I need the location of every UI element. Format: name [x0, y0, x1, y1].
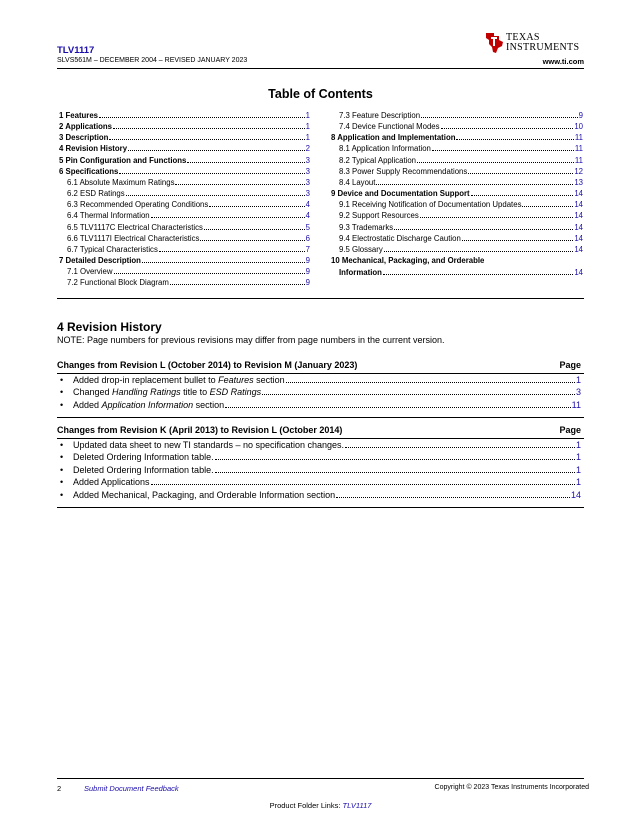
- toc-item-page[interactable]: 1: [305, 122, 310, 132]
- logo-line2: INSTRUMENTS: [506, 42, 580, 53]
- toc-title: Table of Contents: [268, 87, 373, 101]
- change-text: title to: [180, 387, 210, 398]
- change-text: Deleted Ordering Information table.: [73, 464, 214, 475]
- toc-leader: [441, 121, 574, 129]
- change-item: [57, 465, 581, 477]
- toc-item-label: 2 Applications: [59, 122, 112, 132]
- change-item: [57, 400, 581, 412]
- toc-item-page[interactable]: 14: [574, 200, 583, 210]
- toc-leader: [462, 233, 574, 241]
- toc-leader: [187, 155, 304, 163]
- bullet: •: [60, 489, 64, 500]
- toc-item[interactable]: [339, 110, 583, 121]
- change-leader: [215, 465, 575, 473]
- change-item-text: [73, 465, 214, 475]
- toc-item[interactable]: [339, 210, 583, 221]
- changes-group2-title: Changes from Revision K (April 2013) to Revision L (October 2014): [57, 425, 343, 435]
- footer-copyright: Copyright © 2023 Texas Instruments Incorporated: [434, 784, 589, 791]
- toc-item[interactable]: [59, 255, 310, 266]
- toc-item-page[interactable]: 14: [574, 233, 583, 243]
- toc-item-page[interactable]: 3: [305, 189, 310, 199]
- toc-item-label: 7.1 Overview: [67, 267, 113, 277]
- toc-item[interactable]: [339, 143, 583, 154]
- changes-group2-rule: [57, 438, 584, 439]
- toc-item-label: 9.2 Support Resources: [339, 211, 419, 221]
- change-leader: [336, 490, 570, 498]
- toc-item-page[interactable]: 1: [305, 111, 310, 120]
- toc-item-page[interactable]: 4: [305, 200, 310, 210]
- header-rule: [57, 68, 584, 69]
- change-text: Changed: [73, 387, 113, 398]
- change-item: [57, 375, 581, 387]
- toc-rule: [57, 298, 584, 299]
- change-leader: [262, 387, 575, 395]
- toc-item[interactable]: [339, 155, 583, 166]
- changes-group1-title: Changes from Revision L (October 2014) to Revision M (January 2023): [57, 360, 358, 370]
- toc-item-page[interactable]: 5: [305, 222, 310, 232]
- toc-leader: [522, 199, 573, 207]
- toc-leader: [151, 210, 305, 218]
- toc-item[interactable]: [339, 199, 583, 210]
- toc-leader: [142, 255, 305, 263]
- toc-item[interactable]: [67, 244, 310, 255]
- toc-item-page[interactable]: 3: [305, 177, 310, 187]
- toc-item[interactable]: [67, 222, 310, 233]
- change-text: section: [193, 399, 225, 410]
- toc-item[interactable]: [331, 188, 583, 199]
- toc-item[interactable]: [59, 143, 310, 154]
- toc-item-label: 10 Mechanical, Packaging, and Orderable: [331, 256, 485, 265]
- toc-item-page[interactable]: 9: [305, 278, 310, 288]
- footer-rule: [57, 778, 584, 779]
- change-item-page[interactable]: 1: [575, 477, 581, 488]
- toc-leader: [376, 177, 573, 185]
- change-leader: [215, 452, 575, 460]
- toc-item[interactable]: [339, 177, 583, 188]
- toc-item-label: 8.4 Layout: [339, 177, 376, 187]
- toc-item-label: 9.4 Electrostatic Discharge Caution: [339, 233, 461, 243]
- change-item-page[interactable]: 1: [575, 375, 581, 385]
- page-column-label: Page: [559, 360, 581, 370]
- submit-feedback-link[interactable]: Submit Document Feedback: [84, 784, 179, 793]
- toc-item-page[interactable]: 9: [305, 267, 310, 277]
- bullet: •: [60, 375, 64, 385]
- toc-item[interactable]: [339, 233, 583, 244]
- change-item: [57, 452, 581, 464]
- toc-item-label: 6.6 TLV1117I Electrical Characteristics: [67, 233, 200, 243]
- toc-item[interactable]: [339, 121, 583, 132]
- toc-item-label: 8 Application and Implementation: [331, 133, 456, 143]
- toc-item-page[interactable]: 9: [578, 111, 583, 120]
- toc-leader: [159, 244, 305, 252]
- toc-item[interactable]: [331, 132, 583, 143]
- toc-item-label: 6 Specifications: [59, 166, 119, 176]
- change-item: [57, 490, 581, 502]
- toc-leader: [421, 110, 578, 118]
- toc-item[interactable]: [59, 166, 310, 177]
- toc-item-label: 9 Device and Documentation Support: [331, 189, 470, 199]
- toc-leader: [209, 199, 304, 207]
- toc-item-label: 9.5 Glossary: [339, 244, 383, 254]
- footer-links-label: Product Folder Links:: [269, 801, 343, 810]
- footer-product-links: [0, 801, 641, 810]
- toc-leader: [468, 166, 573, 174]
- toc-item-page[interactable]: 11: [574, 155, 583, 165]
- toc-item-label: 7.4 Device Functional Modes: [339, 122, 440, 132]
- toc-item-page[interactable]: 12: [574, 166, 583, 176]
- change-item-page[interactable]: 1: [575, 440, 581, 450]
- toc-leader: [394, 222, 573, 230]
- toc-item[interactable]: [67, 188, 310, 199]
- toc-item-label: 8.2 Typical Application: [339, 155, 417, 165]
- change-item-text: [73, 387, 261, 397]
- change-text: section: [253, 375, 285, 385]
- logo-line1: TEXAS: [506, 32, 540, 43]
- change-leader: [225, 400, 571, 408]
- toc-leader: [119, 166, 304, 174]
- changes-group1-header: [57, 360, 581, 370]
- toc-leader: [456, 132, 573, 140]
- change-item-text: [73, 477, 150, 487]
- toc-leader: [204, 222, 305, 230]
- header-doc-meta: SLVS561M – DECEMBER 2004 – REVISED JANUARY 2023: [57, 57, 248, 64]
- toc-item[interactable]: [67, 233, 310, 244]
- toc-leader: [109, 132, 304, 140]
- toc-item-label: 7.2 Functional Block Diagram: [67, 278, 169, 288]
- toc-leader: [432, 143, 574, 151]
- change-item-text: [73, 375, 285, 385]
- toc-item-page[interactable]: 9: [305, 255, 310, 265]
- toc-leader: [417, 155, 574, 163]
- change-text: Updated data sheet to new TI standards – no specification changes.: [73, 440, 345, 450]
- bullet: •: [60, 440, 64, 450]
- change-italic-text: Handling Ratings: [112, 387, 181, 398]
- toc-item-label: 6.4 Thermal Information: [67, 211, 150, 221]
- bullet: •: [60, 387, 64, 398]
- change-italic-text: Features: [218, 375, 254, 385]
- toc-item-label: 6.5 TLV1117C Electrical Characteristics: [67, 222, 203, 232]
- change-item-text: [73, 400, 224, 410]
- toc-item[interactable]: [67, 177, 310, 188]
- toc-leader: [471, 188, 574, 196]
- toc-item-label: 5 Pin Configuration and Functions: [59, 155, 187, 165]
- toc-item[interactable]: [59, 132, 310, 143]
- toc-item-label: 6.1 Absolute Maximum Ratings: [67, 177, 175, 187]
- toc-item-label: Information: [339, 268, 382, 277]
- toc-item-page[interactable]: 11: [574, 144, 583, 154]
- change-italic-text: ESD Ratings: [209, 387, 262, 398]
- change-item: [57, 477, 581, 489]
- toc-leader: [384, 244, 574, 252]
- toc-item[interactable]: [331, 256, 583, 267]
- toc-item[interactable]: [339, 222, 583, 233]
- toc-item-label: 8.1 Application Information: [339, 144, 431, 154]
- toc-item-label: 1 Features: [59, 111, 99, 120]
- change-leader: [286, 375, 575, 383]
- ti-logo-wordmark: [506, 33, 579, 53]
- change-leader: [151, 477, 575, 485]
- change-text: Added Mechanical, Packaging, and Orderable Information section: [73, 489, 336, 500]
- change-item-page[interactable]: 1: [575, 464, 581, 475]
- toc-item[interactable]: [339, 244, 583, 255]
- toc-item[interactable]: [67, 277, 310, 288]
- toc-leader: [200, 233, 304, 241]
- changes-group1-rule: [57, 373, 584, 374]
- toc-item-page[interactable]: 3: [305, 155, 310, 165]
- change-item: [57, 440, 581, 452]
- toc-item-label: 9.1 Receiving Notification of Documentation Updates: [339, 200, 522, 210]
- toc-item[interactable]: [59, 155, 310, 166]
- change-item-page[interactable]: 3: [575, 387, 581, 398]
- header-product-link[interactable]: TLV1117: [57, 45, 95, 56]
- toc-item-page[interactable]: 11: [574, 133, 583, 143]
- toc-item-label: 7 Detailed Description: [59, 255, 141, 265]
- toc-item-page[interactable]: 14: [574, 189, 583, 199]
- toc-leader: [420, 210, 574, 218]
- change-text: Added: [73, 399, 102, 410]
- bullet: •: [60, 452, 64, 463]
- page-column-label: Page: [559, 425, 581, 435]
- toc-item-label: 6.7 Typical Characteristics: [67, 244, 158, 254]
- change-item-page[interactable]: 1: [575, 452, 581, 463]
- toc-item[interactable]: [67, 266, 310, 277]
- toc-item-page[interactable]: 10: [574, 122, 583, 132]
- toc-leader: [113, 121, 305, 129]
- changes-group1-bottom-rule: [57, 417, 584, 418]
- toc-item-label: 9.3 Trademarks: [339, 222, 394, 232]
- change-leader: [345, 440, 575, 448]
- change-item-page[interactable]: 14: [570, 489, 581, 500]
- toc-item[interactable]: [67, 210, 310, 221]
- ti-logo: [483, 31, 585, 55]
- toc-item-page[interactable]: 14: [574, 211, 583, 221]
- toc-item[interactable]: [59, 121, 310, 132]
- toc-item-label: 4 Revision History: [59, 144, 128, 154]
- toc-item-page[interactable]: 14: [574, 222, 583, 232]
- change-item-text: [73, 452, 214, 462]
- bullet: •: [60, 464, 64, 475]
- change-item-text: [73, 490, 335, 500]
- toc-leader: [126, 188, 305, 196]
- toc-item-page[interactable]: 6: [305, 233, 310, 243]
- change-item-page[interactable]: 11: [571, 399, 581, 410]
- toc-item-page[interactable]: 14: [574, 244, 583, 254]
- toc-leader: [383, 267, 573, 275]
- toc-item-page[interactable]: 3: [305, 166, 310, 176]
- section-title: 4 Revision History: [57, 320, 162, 334]
- toc-item-label: 8.3 Power Supply Recommendations: [339, 166, 468, 176]
- change-text: Added drop-in replacement bullet to: [73, 375, 219, 385]
- revision-note: NOTE: Page numbers for previous revisions may differ from page numbers in the current version.: [57, 335, 445, 345]
- change-text: Deleted Ordering Information table.: [73, 452, 214, 463]
- change-italic-text: Application Information: [101, 399, 194, 410]
- changes-group2-bottom-rule: [57, 507, 584, 508]
- toc-item[interactable]: [339, 267, 583, 278]
- change-item: [57, 387, 581, 399]
- bullet: •: [60, 477, 64, 488]
- toc-item-page[interactable]: 2: [305, 144, 310, 154]
- toc-item-page[interactable]: 1: [305, 133, 310, 143]
- toc-item[interactable]: [59, 110, 310, 121]
- toc-item-page[interactable]: 14: [574, 268, 583, 277]
- toc-leader: [175, 177, 304, 185]
- ti-logo-icon: [483, 31, 505, 55]
- change-item-text: [73, 440, 344, 450]
- toc-leader: [99, 110, 305, 118]
- toc-leader: [170, 277, 305, 285]
- changes-group2-header: [57, 425, 581, 435]
- toc-item-page[interactable]: 13: [574, 177, 583, 187]
- toc-leader: [128, 143, 305, 151]
- toc-item-page[interactable]: 4: [305, 211, 310, 221]
- footer-product-link[interactable]: TLV1117: [342, 801, 372, 810]
- toc-item[interactable]: [339, 166, 583, 177]
- toc-item-label: 7.3 Feature Description: [339, 111, 421, 120]
- toc-item-label: 3 Description: [59, 133, 109, 143]
- header-url[interactable]: www.ti.com: [542, 57, 584, 66]
- change-text: Added Applications: [73, 477, 150, 488]
- toc-item-label: 6.3 Recommended Operating Conditions: [67, 200, 209, 210]
- toc-item-label: 6.2 ESD Ratings: [67, 189, 125, 199]
- footer-page-number: 2: [57, 784, 62, 793]
- bullet: •: [60, 399, 64, 410]
- toc-item-page[interactable]: 7: [305, 244, 310, 254]
- toc-leader: [114, 266, 305, 274]
- toc-item[interactable]: [67, 199, 310, 210]
